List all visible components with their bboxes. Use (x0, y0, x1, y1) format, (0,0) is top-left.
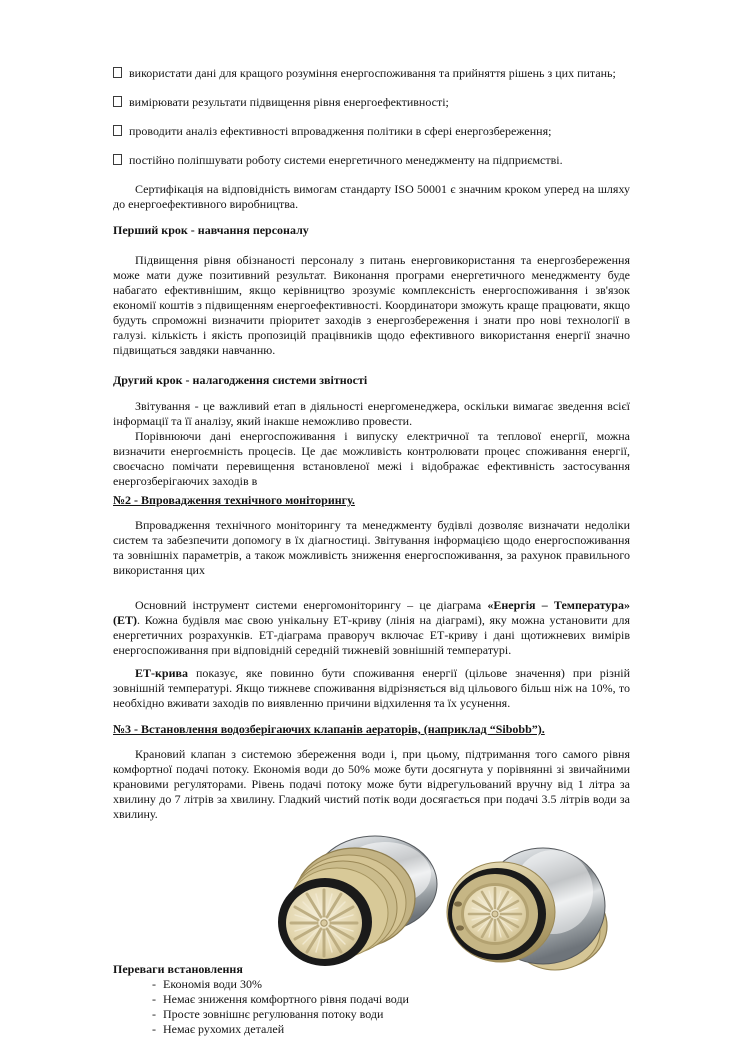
checklist-item (113, 124, 630, 139)
checkbox-bullet-icon (113, 154, 122, 165)
advantages-item-label: Немає зниження комфортного рівня подачі води (163, 992, 409, 1006)
dash-marker: - (152, 1022, 156, 1036)
checklist-item-label: вимірювати результати підвищення рівня енергоефективності; (129, 95, 449, 109)
heading-first-step: Перший крок - навчання персоналу (113, 223, 309, 237)
advantages-item-label: Економія води 30% (163, 977, 262, 991)
dash-marker: - (152, 1007, 156, 1021)
aerator-left (278, 836, 437, 966)
checkbox-bullet-icon (113, 125, 122, 136)
advantages-item (113, 1022, 630, 1037)
heading-no2-label: №2 - Впровадження технічного моніторингу. (113, 493, 355, 507)
advantages-item (113, 1007, 630, 1022)
aerator-right (447, 848, 607, 970)
paragraph-training: Підвищення рівня обізнаності персоналу з питань енерговикористання та енергозбереження може мати дуже позитивний результат. Виконання програми енергетичного менеджменту буде набагато ефективнішим, якщо керівництво зрозуміє комплексність енергоспоживання і зв'язок економії коштів з підвищенням енергоефективності. Координатори зможуть краще працювати, якщо будуть спроможні визначити пріоритет заходів з енергозбереження і знати про нові технології в галузі. кількість і якість пропозицій працівників щодо ефективного використання енергії значно підвищаться завдяки навчанню. (113, 253, 630, 357)
et-bold-term: «Енергія – Температура» (ЕТ) (113, 598, 630, 627)
checkbox-bullet-icon (113, 67, 122, 78)
advantages-item (113, 977, 630, 992)
paragraph-et-diagram (113, 598, 630, 658)
checklist-item (113, 66, 630, 81)
checklist-item-label: використати дані для кращого розуміння енергоспоживання та прийняття рішень з цих питань; (129, 66, 616, 80)
checklist-item-label: постійно поліпшувати роботу системи енергетичного менеджменту на підприємстві. (129, 153, 563, 167)
advantages-title: Переваги встановлення (113, 962, 243, 976)
advantages-item-label: Просте зовнішнє регулювання потоку води (163, 1007, 384, 1021)
paragraph-monitoring: Впровадження технічного моніторингу та менеджменту будівлі дозволяє визначати недоліки систем та забезпечити допомогу в їх діагностиці. Звітування інформацією щодо енергоспоживання та зовнішніх параметрів, а також можливість зниження енергоспоживання, за рахунок правильного використання цих (113, 518, 630, 577)
aerator-figure-block (113, 834, 630, 992)
dash-marker: - (152, 992, 156, 1006)
paragraph-comparing: Порівнюючи дані енергоспоживання і випуску електричної та теплової енергії, можна визначити енергоємність процесів. Це дає можливість контролювати процес споживання енергії, своєчасно помічати перевищення встановленої межі і відображає ефективність застосування енергозберігаючих заходів в (113, 429, 630, 488)
document-content (113, 0, 630, 1037)
paragraph-reporting: Звітування - це важливий етап в діяльності енергоменеджера, оскільки вимагає зведення всієї інформації та її аналізу, який інакше неможливо провести. (113, 399, 630, 428)
paragraph-valve: Крановий клапан з системою збереження води і, при цьому, підтримання того самого рівня комфортної подачі потоку. Економія води до 50% може бути досягнута у порівнянні зі звичайними крановими регуляторами. Рівень подачі потоку може бути відрегульований вручну від 1 літра за хвилину до 7 літрів за хвилину. Гладкий чистий потік води досягається при подачі 3.5 літрів води за хвилину. (113, 747, 630, 821)
heading-second-step: Другий крок - налагодження системи звітності (113, 373, 368, 387)
advantages-item-label: Немає рухомих деталей (163, 1022, 285, 1036)
heading-no3-aerators (113, 722, 630, 737)
heading-no3-label: №3 - Встановлення водозберігаючих клапанів аераторів, (наприклад “Sibobb”). (113, 722, 545, 736)
advantages-item (113, 992, 630, 1007)
checklist-item (113, 95, 630, 110)
checklist (113, 66, 630, 168)
checklist-item (113, 153, 630, 168)
et-text-post: . Кожна будівля має свою унікальну ЕТ-криву (лінія на діаграмі), яку можна установити для енергетичних розрахунків. ЕТ-діаграма праворуч включає ЕТ-криву і дані щотижневих вимірів енергоспоживання при відповідній середній тижневій зовнішній температурі. (113, 613, 630, 657)
advantages-list (113, 977, 630, 1037)
paragraph-certification: Сертифікація на відповідність вимогам стандарту ISO 50001 є значним кроком уперед на шляху до енергоефективного виробництва. (113, 182, 630, 211)
heading-no2-monitoring (113, 493, 630, 508)
checkbox-bullet-icon (113, 96, 122, 107)
et-curve-bold-term: ЕТ-крива (135, 666, 188, 680)
paragraph-et-curve (113, 666, 630, 711)
aerator-valves-photo (255, 834, 625, 992)
dash-marker: - (152, 977, 156, 991)
checklist-item-label: проводити аналіз ефективності впровадження політики в сфері енергозбереження; (129, 124, 552, 138)
et-text-pre: Основний інструмент системи енергомоніторингу – це діаграма (135, 598, 488, 612)
et-curve-text: показує, яке повинно бути споживання енергії (цільове значення) при різній зовнішній температурі. Якщо тижневе споживання відрізняється від цільового більш ніж на 10%, то необхідно вживати заходів по виявленню причини відхилення та їх усунення. (113, 666, 630, 710)
